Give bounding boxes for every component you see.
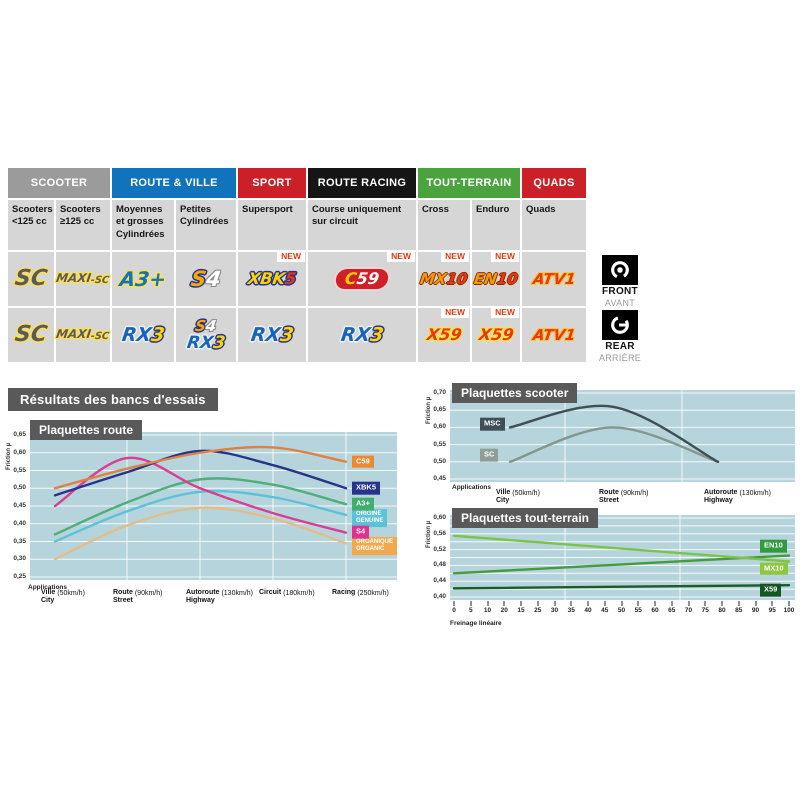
x-tick-35: 35 [567, 607, 575, 614]
legend-line: MX10 [764, 563, 784, 573]
x-tickmark [504, 601, 505, 606]
logo-rx3-part0: RX [339, 323, 372, 346]
sub-header-enduro: Enduro [472, 200, 520, 250]
y-axis-label: Friction µ [426, 396, 432, 424]
category-speed: (50km/h) [57, 590, 85, 597]
logo-mx10-part1: 10 [445, 269, 470, 288]
y-tick-0,45: 0,45 [13, 502, 26, 509]
y-tick-0,56: 0,56 [433, 529, 446, 537]
series-line-msc [510, 406, 718, 462]
legend-s4 [352, 526, 369, 539]
y-tick-0,40: 0,40 [13, 519, 26, 527]
legend-xbk5 [352, 482, 380, 495]
logo-cell-rear-x59 [418, 308, 470, 362]
logo-maxisc [55, 328, 110, 342]
x-category-route [113, 589, 162, 604]
category-name [332, 589, 355, 597]
logo-sc [13, 268, 48, 290]
group-header-sport: SPORT [238, 168, 306, 198]
logo-xbk5-part1: 5 [283, 269, 298, 288]
x-tickmark [688, 601, 689, 606]
x-category-autoroute [186, 589, 253, 604]
x-category-circuit [259, 589, 315, 597]
logo-x59 [478, 327, 515, 343]
group-header-scooter: SCOOTER [8, 168, 110, 198]
front-brake-disc-icon [609, 259, 631, 281]
x-tick-70: 70 [684, 607, 693, 614]
legend-msc [480, 418, 505, 431]
y-axis-label: Friction µ [426, 520, 432, 548]
x-tickmark [655, 601, 656, 606]
category-speed: (130km/h) [221, 590, 253, 597]
x-tick-5: 5 [468, 607, 473, 614]
chart-title-plaquettes-scooter: Plaquettes scooter [452, 383, 577, 403]
y-tick-0,60: 0,60 [433, 423, 446, 431]
logo-x59-part0: X59 [425, 325, 463, 344]
legend-line: GENUINE [356, 518, 384, 525]
y-tick-0,45: 0,45 [433, 475, 446, 482]
x-tick-75: 75 [701, 607, 709, 614]
logo-rx3 [120, 323, 166, 346]
sub-header-petites-cylindr-es: Petites Cylindrées [176, 200, 236, 250]
x-tick-25: 25 [534, 607, 542, 614]
logo-rx3-part1: 3 [368, 323, 385, 346]
logo-cell-front-sc [8, 252, 54, 306]
x-tickmark [604, 601, 605, 606]
rear-axle-block [592, 310, 648, 363]
x-axis-label: Applications [28, 584, 68, 591]
x-tick-100: 100 [783, 607, 795, 614]
legend-line: EN10 [764, 541, 783, 551]
x-axis-label: Applications [452, 484, 492, 491]
category-fr: Autoroute [704, 489, 738, 496]
x-tick-80: 80 [718, 607, 726, 614]
logo-cell-front-c59 [308, 252, 416, 306]
logo-mx10-part0: MX [419, 269, 449, 288]
front-axle-block [592, 255, 648, 308]
front-label: FRONT [602, 286, 638, 297]
legend-line: C59 [356, 456, 370, 466]
x-tick-15: 15 [517, 607, 525, 614]
stacked-logos [185, 316, 227, 353]
logo-cell-front-a3 [112, 252, 174, 306]
chart-plaquettes-tout-terrain [418, 504, 800, 640]
sub-header-scooters-125-cc: Scooters ≥125 cc [56, 200, 110, 250]
legend-line: ORGANIC [356, 546, 385, 553]
logo-cell-rear-maxisc [56, 308, 110, 362]
category-speed: (130km/h) [739, 490, 771, 497]
logo-maxisc [55, 272, 110, 286]
chart-title-plaquettes-tout-terrain: Plaquettes tout-terrain [452, 508, 598, 528]
x-tickmark [738, 601, 739, 606]
logo-cell-front-mx10 [418, 252, 470, 306]
rear-sublabel: ARRIÈRE [598, 353, 642, 363]
category-fr: Racing [332, 589, 356, 596]
logo-maxisc-part1: -SC [90, 331, 111, 343]
x-tick-55: 55 [634, 607, 642, 614]
legend-organique-organic [352, 538, 397, 556]
logo-atv1 [531, 325, 577, 344]
new-badge: NEW [277, 250, 305, 262]
x-tick-95: 95 [768, 607, 776, 614]
x-tick-60: 60 [651, 607, 659, 614]
logo-xbk5 [247, 271, 297, 287]
category-name [704, 489, 737, 504]
group-header-route-racing: ROUTE RACING [308, 168, 416, 198]
legend-line: ORGANIQUE [356, 539, 394, 546]
logo-rx3-part0: RX [120, 323, 153, 346]
y-tick-0,55: 0,55 [433, 440, 446, 448]
logo-x59 [426, 327, 463, 343]
legend-mx10 [760, 562, 788, 575]
logo-cell-front-s4 [176, 252, 236, 306]
x-tickmark [705, 601, 706, 606]
logo-s4-part0: S [189, 266, 209, 291]
category-speed: (250km/h) [357, 590, 389, 597]
sub-header-moyennes-et-grosses-cylindr-es: Moyennes et grosses Cylindrées [112, 200, 174, 250]
logo-rx3 [339, 323, 385, 346]
category-fr: Ville [496, 489, 511, 496]
y-tick-0,50: 0,50 [13, 484, 26, 492]
front-icon-box [602, 255, 638, 285]
logo-a3 [119, 269, 168, 289]
legend-en10 [760, 540, 787, 553]
logo-cell-rear-rx3 [238, 308, 306, 362]
x-tick-65: 65 [668, 607, 676, 614]
logo-rx3-part0: RX [185, 332, 215, 353]
x-tickmark [588, 601, 589, 606]
x-tick-30: 30 [550, 607, 559, 614]
new-badge: NEW [387, 250, 415, 262]
logo-cell-rear-s4rx3 [176, 308, 236, 362]
y-tick-0,65: 0,65 [13, 431, 26, 438]
category-en: Highway [186, 596, 215, 604]
logo-atv1 [531, 269, 577, 288]
logo-c59-part0: C [343, 269, 359, 288]
y-tick-0,44: 0,44 [433, 577, 446, 585]
logo-mx10 [419, 269, 470, 288]
x-tickmark [537, 601, 538, 606]
category-name [496, 489, 510, 504]
plot-area [30, 432, 397, 580]
x-category-racing [332, 589, 389, 597]
legend-x59 [760, 584, 781, 597]
x-tick-20: 20 [500, 607, 508, 614]
y-tick-0,52: 0,52 [433, 545, 446, 553]
y-tick-0,65: 0,65 [433, 406, 446, 414]
category-name [259, 589, 281, 597]
logo-rx3-part1: 3 [149, 323, 166, 346]
rear-icon-box [602, 310, 638, 340]
y-tick-0,60: 0,60 [13, 448, 26, 456]
y-tick-0,60: 0,60 [433, 514, 446, 521]
category-speed: (90km/h) [620, 490, 649, 497]
new-badge: NEW [441, 250, 469, 262]
category-en: Street [113, 596, 133, 604]
logo-cell-front-en10 [472, 252, 520, 306]
group-header-quads: QUADS [522, 168, 586, 198]
logo-cell-rear-sc [8, 308, 54, 362]
sub-header-cross: Cross [418, 200, 470, 250]
x-tick-40: 40 [584, 607, 592, 614]
legend-line: A3+ [356, 498, 370, 508]
sub-header-supersport: Supersport [238, 200, 306, 250]
plot-svg [30, 432, 397, 580]
x-tickmark [722, 601, 723, 606]
legend-line: ORIGINE [356, 511, 382, 518]
x-tickmark [487, 601, 488, 606]
x-tick-45: 45 [601, 607, 609, 614]
x-tick-10: 10 [483, 607, 492, 614]
category-name [599, 489, 619, 504]
logo-maxisc-part1: -SC [90, 275, 111, 287]
category-en: Street [599, 496, 619, 504]
logo-atv1-part0: ATV1 [531, 269, 577, 288]
x-category-ville [496, 489, 540, 504]
x-tickmark [470, 601, 471, 606]
category-name [186, 589, 219, 604]
x-tickmark [554, 601, 555, 606]
sub-header-scooters-125-cc: Scooters <125 cc [8, 200, 54, 250]
legend-c59 [352, 455, 374, 468]
x-tickmark [454, 601, 455, 606]
category-name [113, 589, 133, 604]
x-tick-0: 0 [452, 607, 456, 614]
x-tickmark [638, 601, 639, 606]
logo-rx3-part1: 3 [278, 323, 295, 346]
logo-xbk5-part0: XBK [246, 269, 287, 288]
category-fr: Circuit [259, 589, 282, 596]
rear-brake-disc-icon [609, 314, 631, 336]
x-tickmark [755, 601, 756, 606]
logo-s4 [189, 266, 223, 291]
logo-s4-part0: S [194, 316, 208, 335]
series-line-x59 [454, 585, 789, 588]
category-en: City [41, 596, 55, 604]
x-category-autoroute [704, 489, 771, 504]
chart-plaquettes-route [0, 412, 412, 640]
category-speed: (180km/h) [283, 590, 315, 597]
y-tick-0,35: 0,35 [13, 537, 26, 545]
x-tick-50: 50 [617, 607, 626, 614]
sub-header-quads: Quads [522, 200, 586, 250]
x-tick-85: 85 [735, 607, 743, 614]
category-speed: (50km/h) [512, 490, 540, 497]
category-en: City [496, 496, 510, 504]
legend-line: SC [484, 449, 495, 459]
product-table [8, 168, 586, 362]
category-fr: Autoroute [186, 589, 220, 596]
logo-rx3-part0: RX [249, 323, 282, 346]
logo-c59-part1: 59 [355, 269, 381, 288]
sub-header-course-uniquement-sur-circuit: Course uniquement sur circuit [308, 200, 416, 250]
x-category-ville [41, 589, 85, 604]
x-tickmark [571, 601, 572, 606]
y-tick-0,40: 0,40 [433, 593, 446, 600]
y-tick-0,30: 0,30 [13, 555, 26, 563]
x-tickmark [521, 601, 522, 606]
logo-s4 [194, 316, 218, 335]
logo-cell-rear-x59 [472, 308, 520, 362]
logo-cell-front-atv1 [522, 252, 586, 306]
logo-s4-part1: 4 [204, 266, 223, 291]
x-tick-90: 90 [751, 607, 760, 614]
logo-rx3-part1: 3 [211, 332, 227, 353]
y-tick-0,48: 0,48 [433, 561, 446, 569]
y-tick-0,55: 0,55 [13, 466, 26, 474]
chart-title-plaquettes-route: Plaquettes route [30, 420, 142, 440]
category-en: Highway [704, 496, 733, 504]
plot-area [450, 390, 795, 482]
legend-line: MSC [484, 418, 501, 428]
y-tick-0,70: 0,70 [433, 389, 446, 396]
logo-cell-rear-rx3 [112, 308, 174, 362]
new-badge: NEW [441, 306, 469, 318]
logo-cell-front-maxisc [56, 252, 110, 306]
x-category-route [599, 489, 648, 504]
x-tickmark [789, 601, 790, 606]
group-header-route-ville: ROUTE & VILLE [112, 168, 236, 198]
logo-a3-part0: A3+ [118, 267, 168, 291]
new-badge: NEW [491, 250, 519, 262]
logo-maxisc-part0: MAXI [55, 271, 93, 286]
plot-svg [450, 390, 795, 482]
x-tickmark [772, 601, 773, 606]
category-fr: Route [113, 589, 133, 596]
logo-en10-part0: EN [472, 269, 499, 288]
new-badge: NEW [491, 306, 519, 318]
x-tickmark [621, 601, 622, 606]
logo-cell-front-xbk5 [238, 252, 306, 306]
logo-rx3 [249, 323, 295, 346]
logo-sc-part0: SC [13, 266, 49, 291]
category-fr: Route [599, 489, 619, 496]
logo-rx3 [185, 332, 227, 353]
legend-a3 [352, 498, 374, 511]
rear-label: REAR [605, 341, 635, 352]
x-axis-label: Freinage linéaire [450, 620, 502, 627]
x-tickmark [671, 601, 672, 606]
logo-maxisc-part0: MAXI [55, 327, 93, 342]
logo-c59 [335, 269, 390, 289]
logo-cell-rear-atv1 [522, 308, 586, 362]
category-fr: Ville [41, 589, 56, 596]
logo-atv1-part0: ATV1 [531, 325, 577, 344]
y-tick-0,50: 0,50 [433, 457, 446, 465]
legend-line: S4 [356, 526, 366, 536]
y-tick-0,25: 0,25 [13, 573, 26, 580]
logo-sc-part0: SC [13, 322, 49, 347]
group-header-tout-terrain: TOUT-TERRAIN [418, 168, 520, 198]
results-section-title: Résultats des bancs d'essais [8, 388, 218, 411]
category-name [41, 589, 55, 604]
y-axis-label: Friction µ [6, 442, 12, 470]
logo-cell-rear-rx3 [308, 308, 416, 362]
logo-s4-part1: 4 [204, 316, 218, 335]
legend-sc [480, 449, 498, 462]
legend-line: XBK5 [356, 482, 377, 492]
category-speed: (90km/h) [134, 590, 163, 597]
logo-sc [13, 324, 48, 346]
logo-x59-part0: X59 [477, 325, 515, 344]
front-sublabel: AVANT [604, 298, 636, 308]
logo-en10-part1: 10 [495, 269, 520, 288]
chart-plaquettes-scooter [418, 378, 800, 504]
legend-origine-genuine [352, 509, 387, 527]
logo-en10 [472, 269, 520, 288]
legend-line: X59 [764, 584, 778, 594]
